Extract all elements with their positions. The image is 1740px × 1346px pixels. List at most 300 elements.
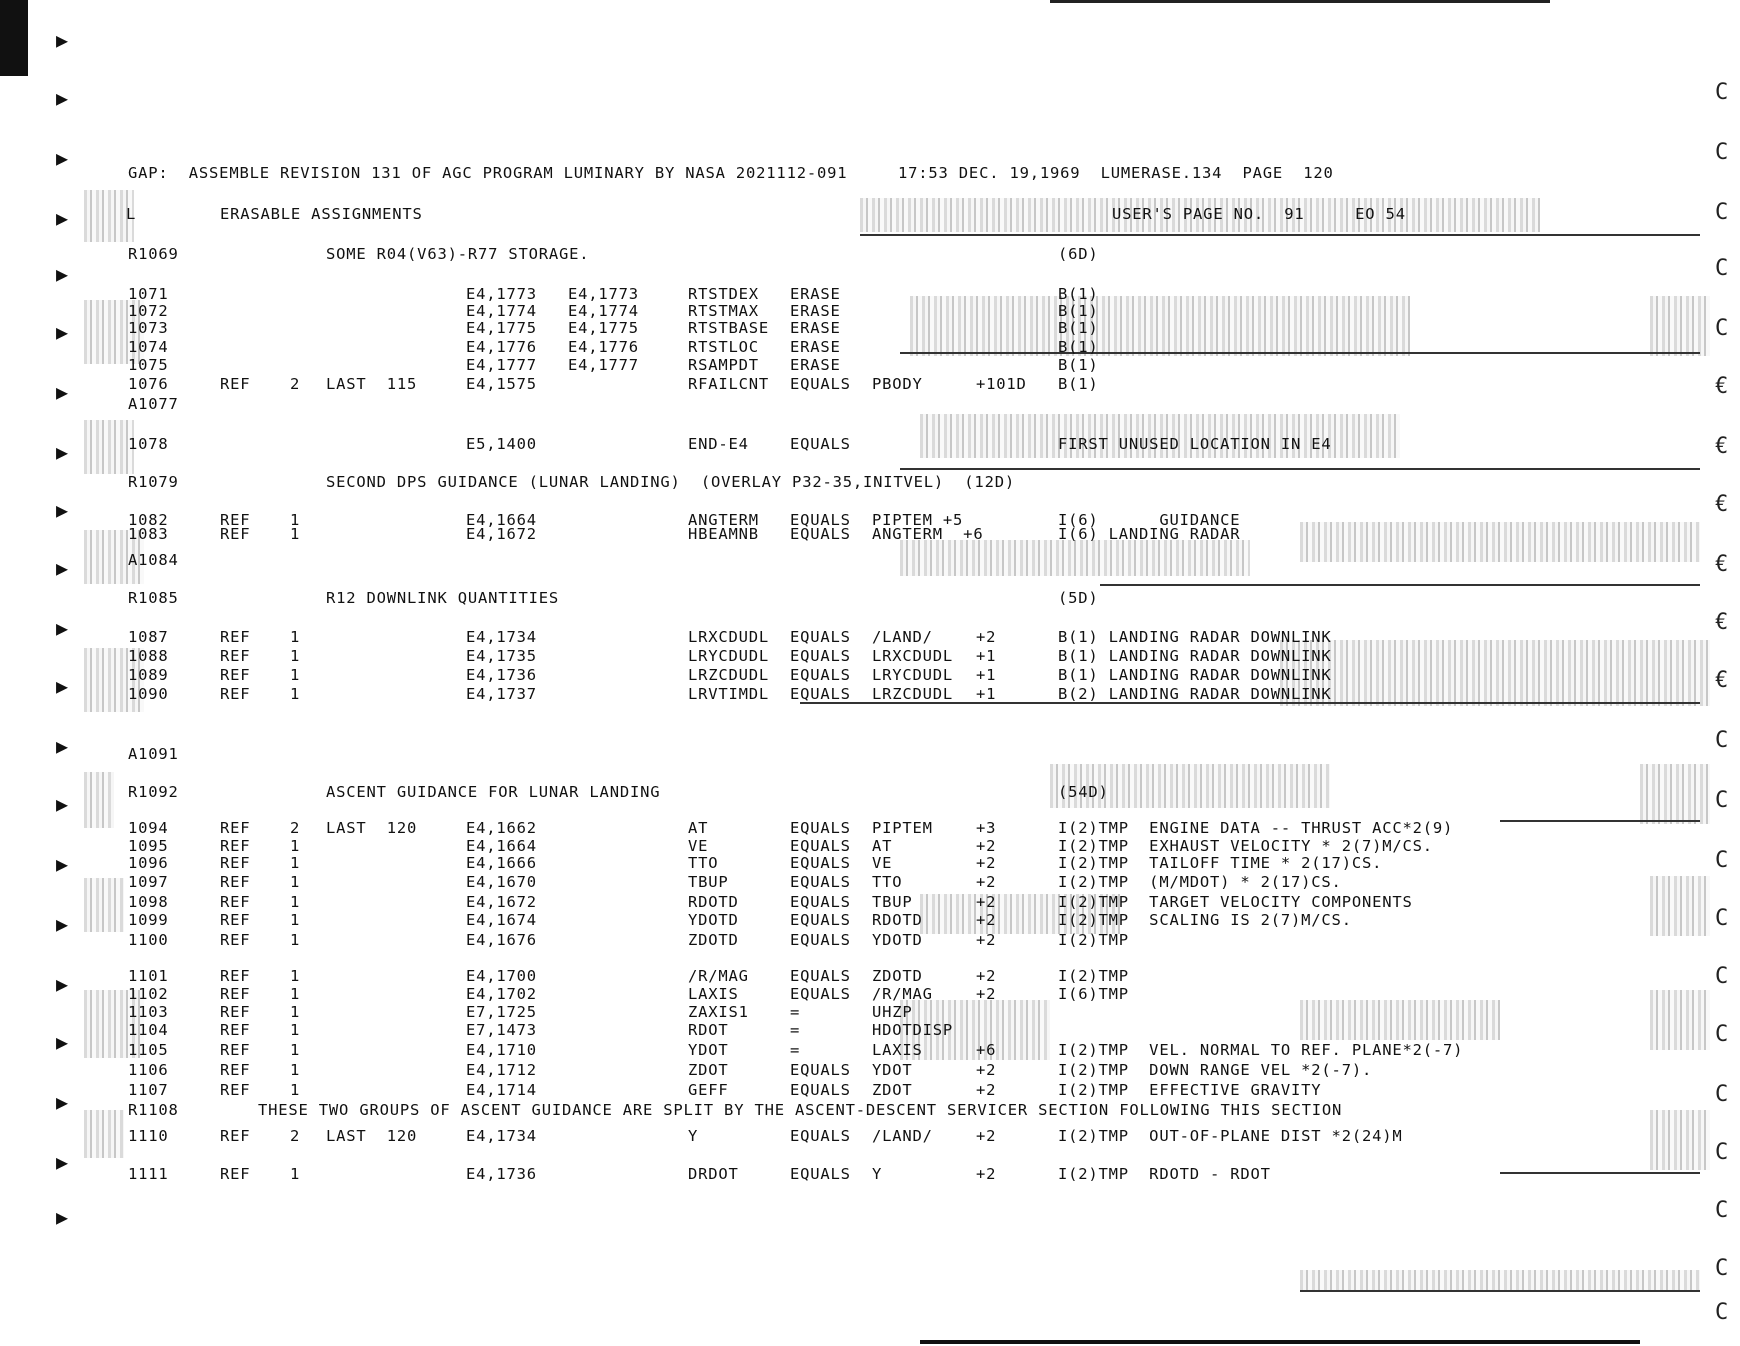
symbol-label: ZDOTD xyxy=(688,931,739,949)
operand-offset: +2 xyxy=(976,854,997,872)
address: E4,1734 xyxy=(466,1127,537,1145)
scan-rule xyxy=(860,234,1700,236)
listing-header xyxy=(0,163,1334,183)
ref-keyword: REF xyxy=(220,931,251,949)
opcode: EQUALS xyxy=(790,931,851,949)
symbol-label: ZDOT xyxy=(688,1061,729,1079)
address-range-end: E4,1776 xyxy=(568,338,639,356)
storage-annotation: FIRST UNUSED LOCATION IN E4 xyxy=(1058,435,1332,453)
comment-text: ASCENT GUIDANCE FOR LUNAR LANDING xyxy=(326,783,661,801)
scan-margin-mark: C xyxy=(1715,200,1729,225)
ref-count: 2 xyxy=(290,819,301,837)
address: E4,1734 xyxy=(466,628,537,646)
scan-rule xyxy=(1300,1290,1700,1292)
line-number: 1096 xyxy=(128,854,169,872)
ref-keyword: REF xyxy=(220,1021,251,1039)
scan-smudge xyxy=(1300,1270,1700,1290)
scan-margin-mark: C xyxy=(1715,80,1729,105)
ref-keyword: REF xyxy=(220,854,251,872)
opcode: = xyxy=(790,1021,801,1039)
operand-offset: +2 xyxy=(976,628,997,646)
ref-keyword: REF xyxy=(220,967,251,985)
address-range-end: E4,1777 xyxy=(568,356,639,374)
line-number: 1082 xyxy=(128,511,169,529)
binder-hole-mark: ▶ xyxy=(56,972,69,996)
symbol-label: RSAMPDT xyxy=(688,356,759,374)
scan-margin-mark: € xyxy=(1715,610,1729,635)
ref-count: 1 xyxy=(290,685,301,703)
address: E4,1674 xyxy=(466,911,537,929)
scan-margin-mark: C xyxy=(1715,316,1729,341)
binder-hole-mark: ▶ xyxy=(56,852,69,876)
line-number: 1102 xyxy=(128,985,169,1003)
scan-smudge xyxy=(1650,990,1710,1050)
binder-hole-mark: ▶ xyxy=(56,912,69,936)
binder-hole-mark: ▶ xyxy=(56,498,69,522)
last-reference: LAST 120 xyxy=(326,1127,418,1145)
operand-offset: +1 xyxy=(976,685,997,703)
scan-rule xyxy=(900,468,1700,470)
scan-smudge xyxy=(1300,1000,1500,1040)
opcode: ERASE xyxy=(790,338,841,356)
storage-annotation: B(1) xyxy=(1058,356,1099,374)
line-number: 1073 xyxy=(128,319,169,337)
symbol-label: /R/MAG xyxy=(688,967,749,985)
operand: /LAND/ xyxy=(872,1127,933,1145)
scan-smudge xyxy=(1650,876,1710,936)
opcode: EQUALS xyxy=(790,873,851,891)
scan-margin-mark: C xyxy=(1715,1198,1729,1223)
ref-keyword: REF xyxy=(220,647,251,665)
line-number: 1074 xyxy=(128,338,169,356)
operand-offset: +101D xyxy=(976,375,1027,393)
operand: LRZCDUDL xyxy=(872,685,954,703)
ref-keyword: REF xyxy=(220,985,251,1003)
symbol-label: LRVTIMDL xyxy=(688,685,770,703)
symbol-label: ZAXIS1 xyxy=(688,1003,749,1021)
symbol-label: RTSTBASE xyxy=(688,319,770,337)
ref-keyword: REF xyxy=(220,1127,251,1145)
address: E4,1776 xyxy=(466,338,537,356)
address: E7,1473 xyxy=(466,1021,537,1039)
line-number: 1104 xyxy=(128,1021,169,1039)
opcode: ERASE xyxy=(790,285,841,303)
opcode: EQUALS xyxy=(790,985,851,1003)
storage-annotation: (5D) xyxy=(1058,589,1099,607)
scan-margin-mark: C xyxy=(1715,1300,1729,1325)
scan-rule xyxy=(1500,820,1700,822)
symbol-label: TTO xyxy=(688,854,719,872)
scan-top-rule xyxy=(1050,0,1550,3)
section-header xyxy=(0,204,1406,224)
line-number: 1094 xyxy=(128,819,169,837)
storage-annotation: I(2)TMP TARGET VELOCITY COMPONENTS xyxy=(1058,893,1413,911)
scan-smudge xyxy=(1640,764,1710,824)
operand-offset: +2 xyxy=(976,931,997,949)
scan-smudge xyxy=(1280,640,1710,706)
ref-count: 1 xyxy=(290,873,301,891)
line-number: 1111 xyxy=(128,1165,169,1183)
symbol-label: RDOT xyxy=(688,1021,729,1039)
scan-smudge xyxy=(84,420,134,474)
address: E4,1664 xyxy=(466,837,537,855)
opcode: EQUALS xyxy=(790,525,851,543)
operand-offset: +2 xyxy=(976,893,997,911)
address: E4,1714 xyxy=(466,1081,537,1099)
line-number: R1108 xyxy=(128,1101,179,1119)
scan-margin-mark: C xyxy=(1715,788,1729,813)
scan-rule xyxy=(1500,1172,1700,1174)
scan-margin-mark: C xyxy=(1715,728,1729,753)
operand: PBODY xyxy=(872,375,923,393)
operand: LRYCDUDL xyxy=(872,666,954,684)
address: E4,1736 xyxy=(466,666,537,684)
line-number: 1071 xyxy=(128,285,169,303)
storage-annotation: I(2)TMP SCALING IS 2(7)M/CS. xyxy=(1058,911,1352,929)
line-number: 1103 xyxy=(128,1003,169,1021)
scan-bottom-rule xyxy=(920,1340,1640,1344)
ref-keyword: REF xyxy=(220,911,251,929)
scan-edge-bar xyxy=(0,0,28,76)
comment-text: SOME R04(V63)-R77 STORAGE. xyxy=(326,245,590,263)
symbol-label: RDOTD xyxy=(688,893,739,911)
binder-hole-mark: ▶ xyxy=(56,556,69,580)
line-number: A1091 xyxy=(128,745,179,763)
operand: ZDOT xyxy=(872,1081,913,1099)
binder-hole-mark: ▶ xyxy=(56,206,69,230)
scan-margin-mark: C xyxy=(1715,1022,1729,1047)
address: E4,1773 xyxy=(466,285,537,303)
line-number: 1110 xyxy=(128,1127,169,1145)
operand: PIPTEM xyxy=(872,819,933,837)
operand: YDOTD xyxy=(872,931,923,949)
symbol-label: Y xyxy=(688,1127,699,1145)
storage-annotation: (6D) xyxy=(1058,245,1099,263)
ref-count: 1 xyxy=(290,1021,301,1039)
binder-hole-mark: ▶ xyxy=(56,28,69,52)
symbol-label: LAXIS xyxy=(688,985,739,1003)
operand-offset: +2 xyxy=(976,837,997,855)
scan-smudge xyxy=(910,296,1410,356)
storage-annotation: I(2)TMP EXHAUST VELOCITY * 2(7)M/CS. xyxy=(1058,837,1433,855)
line-number: R1092 xyxy=(128,783,179,801)
storage-annotation: I(2)TMP (M/MDOT) * 2(17)CS. xyxy=(1058,873,1342,891)
operand-offset: +3 xyxy=(976,819,997,837)
symbol-label: GEFF xyxy=(688,1081,729,1099)
line-number: 1089 xyxy=(128,666,169,684)
operand: UHZP xyxy=(872,1003,913,1021)
ref-count: 1 xyxy=(290,647,301,665)
opcode: = xyxy=(790,1041,801,1059)
scan-smudge xyxy=(900,540,1250,576)
storage-annotation: B(1) LANDING RADAR DOWNLINK xyxy=(1058,647,1332,665)
address: E4,1676 xyxy=(466,931,537,949)
storage-annotation: (54D) xyxy=(1058,783,1109,801)
ref-keyword: REF xyxy=(220,837,251,855)
binder-hole-mark: ▶ xyxy=(56,1205,69,1229)
line-number: 1101 xyxy=(128,967,169,985)
scan-smudge xyxy=(84,878,124,932)
line-number: 1090 xyxy=(128,685,169,703)
operand: YDOT xyxy=(872,1061,913,1079)
symbol-label: LRZCDUDL xyxy=(688,666,770,684)
line-number: 1076 xyxy=(128,375,169,393)
address: E4,1710 xyxy=(466,1041,537,1059)
line-number: R1079 xyxy=(128,473,179,491)
symbol-label: RTSTMAX xyxy=(688,302,759,320)
scan-margin-mark: C xyxy=(1715,1140,1729,1165)
ref-keyword: REF xyxy=(220,1165,251,1183)
address: E4,1777 xyxy=(466,356,537,374)
opcode: EQUALS xyxy=(790,967,851,985)
line-number: A1084 xyxy=(128,551,179,569)
storage-annotation: I(2)TMP TAILOFF TIME * 2(17)CS. xyxy=(1058,854,1383,872)
storage-annotation: B(1) xyxy=(1058,285,1099,303)
scan-margin-mark: C xyxy=(1715,964,1729,989)
opcode: ERASE xyxy=(790,356,841,374)
users-page-number: USER'S PAGE NO. 91 EO 54 xyxy=(1112,205,1406,223)
operand: TBUP xyxy=(872,893,913,911)
address: E4,1735 xyxy=(466,647,537,665)
storage-annotation: I(2)TMP DOWN RANGE VEL *2(-7). xyxy=(1058,1061,1373,1079)
ref-count: 2 xyxy=(290,1127,301,1145)
line-number: 1097 xyxy=(128,873,169,891)
binder-hole-mark: ▶ xyxy=(56,146,69,170)
line-number: 1100 xyxy=(128,931,169,949)
storage-annotation: I(2)TMP xyxy=(1058,967,1129,985)
binder-hole-mark: ▶ xyxy=(56,262,69,286)
operand-offset: +1 xyxy=(976,666,997,684)
symbol-label: YDOTD xyxy=(688,911,739,929)
binder-hole-mark: ▶ xyxy=(56,1150,69,1174)
storage-annotation: I(2)TMP ENGINE DATA -- THRUST ACC*2(9) xyxy=(1058,819,1454,837)
ref-count: 1 xyxy=(290,1061,301,1079)
operand: PIPTEM +5 xyxy=(872,511,964,529)
last-reference: LAST 115 xyxy=(326,375,418,393)
operand: AT xyxy=(872,837,893,855)
binder-hole-mark: ▶ xyxy=(56,1090,69,1114)
scan-margin-mark: C xyxy=(1715,848,1729,873)
storage-annotation: I(6) LANDING RADAR xyxy=(1058,525,1241,543)
ref-count: 1 xyxy=(290,837,301,855)
comment-text: THESE TWO GROUPS OF ASCENT GUIDANCE ARE SPLIT BY THE ASCENT-DESCENT SERVICER SECTION FOLLOWING THIS SECTION xyxy=(258,1101,1343,1119)
comment-text: SECOND DPS GUIDANCE (LUNAR LANDING) (OVERLAY P32-35,INITVEL) (12D) xyxy=(326,473,1015,491)
storage-annotation: I(2)TMP xyxy=(1058,931,1129,949)
opcode: EQUALS xyxy=(790,375,851,393)
ref-keyword: REF xyxy=(220,1041,251,1059)
scan-margin-mark: € xyxy=(1715,552,1729,577)
opcode: ERASE xyxy=(790,319,841,337)
line-number: 1098 xyxy=(128,893,169,911)
storage-annotation: I(6)TMP xyxy=(1058,985,1129,1003)
last-reference: LAST 120 xyxy=(326,819,418,837)
symbol-label: RTSTDEX xyxy=(688,285,759,303)
address-range-end: E4,1774 xyxy=(568,302,639,320)
operand-offset: +1 xyxy=(976,647,997,665)
opcode: EQUALS xyxy=(790,854,851,872)
ref-keyword: REF xyxy=(220,666,251,684)
line-number: 1105 xyxy=(128,1041,169,1059)
binder-hole-mark: ▶ xyxy=(56,734,69,758)
binder-hole-mark: ▶ xyxy=(56,320,69,344)
ref-keyword: REF xyxy=(220,375,251,393)
scan-margin-mark: C xyxy=(1715,140,1729,165)
opcode: EQUALS xyxy=(790,628,851,646)
line-number: 1083 xyxy=(128,525,169,543)
ref-count: 2 xyxy=(290,375,301,393)
scan-margin-mark: € xyxy=(1715,492,1729,517)
operand: /R/MAG xyxy=(872,985,933,1003)
opcode: EQUALS xyxy=(790,893,851,911)
ref-keyword: REF xyxy=(220,628,251,646)
operand-offset: +2 xyxy=(976,967,997,985)
opcode: = xyxy=(790,1003,801,1021)
scan-smudge xyxy=(84,772,114,828)
address: E4,1662 xyxy=(466,819,537,837)
symbol-label: HBEAMNB xyxy=(688,525,759,543)
opcode: EQUALS xyxy=(790,647,851,665)
ref-keyword: REF xyxy=(220,893,251,911)
section-left-marker: L xyxy=(126,205,137,223)
scan-smudge xyxy=(1650,1110,1710,1170)
operand: ZDOTD xyxy=(872,967,923,985)
line-number: 1095 xyxy=(128,837,169,855)
address: E4,1736 xyxy=(466,1165,537,1183)
operand-offset: +2 xyxy=(976,1061,997,1079)
binder-hole-mark: ▶ xyxy=(56,792,69,816)
scan-margin-mark: C xyxy=(1715,906,1729,931)
address: E4,1575 xyxy=(466,375,537,393)
line-number: 1106 xyxy=(128,1061,169,1079)
ref-keyword: REF xyxy=(220,1061,251,1079)
symbol-label: YDOT xyxy=(688,1041,729,1059)
storage-annotation: B(1) xyxy=(1058,375,1099,393)
storage-annotation: B(1) xyxy=(1058,338,1099,356)
operand-offset: +6 xyxy=(976,1041,997,1059)
opcode: EQUALS xyxy=(790,1165,851,1183)
binder-hole-mark: ▶ xyxy=(56,1030,69,1054)
symbol-label: RTSTLOC xyxy=(688,338,759,356)
ref-keyword: REF xyxy=(220,525,251,543)
address: E4,1664 xyxy=(466,511,537,529)
line-number: 1075 xyxy=(128,356,169,374)
scan-margin-mark: € xyxy=(1715,434,1729,459)
symbol-label: DRDOT xyxy=(688,1165,739,1183)
storage-annotation: B(1) xyxy=(1058,302,1099,320)
ref-count: 1 xyxy=(290,931,301,949)
storage-annotation: I(2)TMP VEL. NORMAL TO REF. PLANE*2(-7) xyxy=(1058,1041,1464,1059)
line-number: 1107 xyxy=(128,1081,169,1099)
ref-count: 1 xyxy=(290,511,301,529)
symbol-label: END-E4 xyxy=(688,435,749,453)
operand: TTO xyxy=(872,873,903,891)
symbol-label: ANGTERM xyxy=(688,511,759,529)
line-number: 1072 xyxy=(128,302,169,320)
ref-keyword: REF xyxy=(220,873,251,891)
opcode: EQUALS xyxy=(790,511,851,529)
address: E4,1670 xyxy=(466,873,537,891)
operand: RDOTD xyxy=(872,911,923,929)
ref-count: 1 xyxy=(290,911,301,929)
operand: HDOTDISP xyxy=(872,1021,954,1039)
operand: LRXCDUDL xyxy=(872,647,954,665)
operand-offset: +2 xyxy=(976,1165,997,1183)
operand: LAXIS xyxy=(872,1041,923,1059)
address: E7,1725 xyxy=(466,1003,537,1021)
address: E4,1672 xyxy=(466,525,537,543)
address: E4,1774 xyxy=(466,302,537,320)
symbol-label: RFAILCNT xyxy=(688,375,770,393)
opcode: EQUALS xyxy=(790,819,851,837)
address: E5,1400 xyxy=(466,435,537,453)
operand: ANGTERM +6 xyxy=(872,525,984,543)
symbol-label: TBUP xyxy=(688,873,729,891)
address: E4,1672 xyxy=(466,893,537,911)
line-number: R1085 xyxy=(128,589,179,607)
binder-hole-mark: ▶ xyxy=(56,674,69,698)
header-text: GAP: ASSEMBLE REVISION 131 OF AGC PROGRAM LUMINARY BY NASA 2021112-091 17:53 DEC. 19,1969 LUMERASE.134 PAGE 120 xyxy=(128,164,1334,182)
operand: VE xyxy=(872,854,893,872)
ref-count: 1 xyxy=(290,967,301,985)
ref-keyword: REF xyxy=(220,819,251,837)
ref-count: 1 xyxy=(290,1003,301,1021)
opcode: EQUALS xyxy=(790,666,851,684)
storage-annotation: B(1) LANDING RADAR DOWNLINK xyxy=(1058,628,1332,646)
ref-count: 1 xyxy=(290,666,301,684)
scan-smudge xyxy=(1300,522,1700,562)
ref-count: 1 xyxy=(290,525,301,543)
ref-count: 1 xyxy=(290,628,301,646)
symbol-label: AT xyxy=(688,819,709,837)
ref-count: 1 xyxy=(290,854,301,872)
address: E4,1666 xyxy=(466,854,537,872)
address: E4,1712 xyxy=(466,1061,537,1079)
address: E4,1702 xyxy=(466,985,537,1003)
opcode: EQUALS xyxy=(790,685,851,703)
storage-annotation: I(2)TMP RDOTD - RDOT xyxy=(1058,1165,1271,1183)
symbol-label: VE xyxy=(688,837,709,855)
symbol-label: LRYCDUDL xyxy=(688,647,770,665)
comment-text: R12 DOWNLINK QUANTITIES xyxy=(326,589,560,607)
line-number: 1099 xyxy=(128,911,169,929)
line-number: 1087 xyxy=(128,628,169,646)
ref-keyword: REF xyxy=(220,1081,251,1099)
scan-smudge xyxy=(1650,296,1710,356)
opcode: EQUALS xyxy=(790,911,851,929)
storage-annotation: B(1) LANDING RADAR DOWNLINK xyxy=(1058,666,1332,684)
operand-offset: +2 xyxy=(976,985,997,1003)
line-number: R1069 xyxy=(128,245,179,263)
binder-hole-mark: ▶ xyxy=(56,86,69,110)
scan-margin-mark: € xyxy=(1715,374,1729,399)
scan-margin-mark: C xyxy=(1715,1082,1729,1107)
opcode: EQUALS xyxy=(790,837,851,855)
scan-margin-mark: € xyxy=(1715,668,1729,693)
opcode: ERASE xyxy=(790,302,841,320)
ref-count: 1 xyxy=(290,985,301,1003)
ref-count: 1 xyxy=(290,1041,301,1059)
address: E4,1775 xyxy=(466,319,537,337)
storage-annotation: I(2)TMP EFFECTIVE GRAVITY xyxy=(1058,1081,1322,1099)
scan-rule xyxy=(900,352,1700,354)
scan-margin-mark: C xyxy=(1715,1256,1729,1281)
ref-count: 1 xyxy=(290,1165,301,1183)
binder-hole-mark: ▶ xyxy=(56,616,69,640)
storage-annotation: B(1) xyxy=(1058,319,1099,337)
ref-keyword: REF xyxy=(220,511,251,529)
binder-hole-mark: ▶ xyxy=(56,380,69,404)
ref-keyword: REF xyxy=(220,1003,251,1021)
